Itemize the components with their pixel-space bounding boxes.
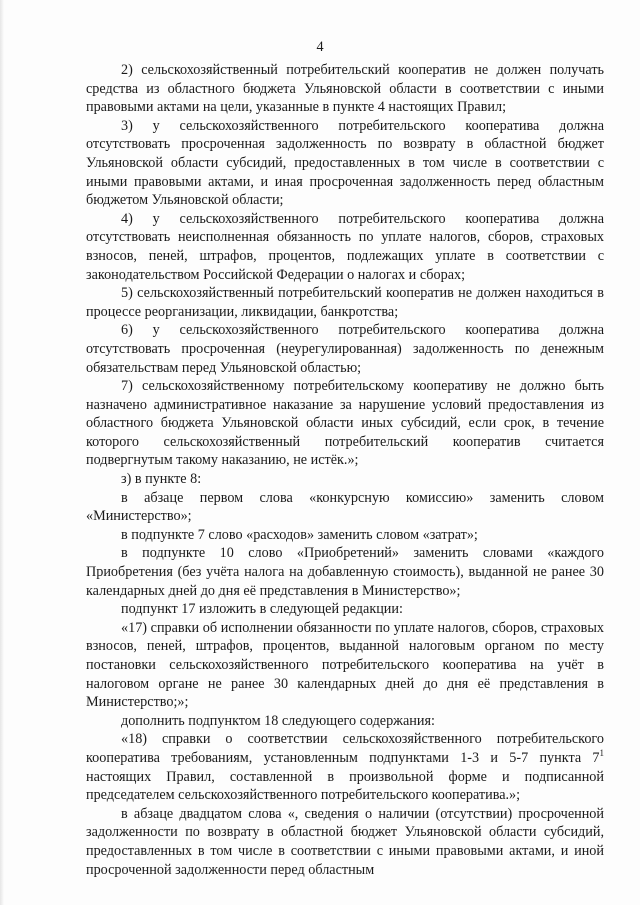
paragraph-subpoint-18-text (86, 730, 604, 804)
paragraph-item-7: 7) сельскохозяйственному потребительскому кооперативу не должно быть назначено административное наказание за нарушение условий предоставления из областного бюджета Ульяновской области иных субсидий, если срок, в течение которого сельскохозяйственный потребительский кооператив считается подвергнутым такому наказанию, не истёк.»; (86, 378, 604, 469)
paragraph-item-4: 4) у сельскохозяйственного потребительского кооператива должна отсутствовать неисполненная обязанность по уплате налогов, сборов, страховых взносов, пеней, штрафов, процентов, подлежащих уплате в соответствии с законодательством Российской Федерации о налогах и сборах; (86, 210, 604, 283)
paragraph-item-5: 5) сельскохозяйственный потребительский кооператив не должен находиться в процессе реорганизации, ликвидации, банкротства; (86, 285, 604, 320)
paragraph-subpoint-7: в подпункте 7 слово «расходов» заменить словом «затрат»; (121, 526, 478, 543)
paragraph-item-3: 3) у сельскохозяйственного потребительского кооператива должна отсутствовать просроченная задолженность по возврату в областной бюджет Ульяновской области субсидий, предоставленных в том числе в соответствии с иными правовыми актами, и иная просроченная задолженность перед областным бюджетом Ульяновской области; (86, 117, 604, 209)
paragraph-point-8-heading: з) в пункте 8: (121, 471, 202, 488)
scan-edge-shadow (0, 0, 4, 905)
paragraph-subpoint-18-head: «18) справки о соответствии сельскохозяйственного потребительского кооператива требованиям, установленным подпунктами 1-3 и 5-7 пункта 7 (86, 731, 604, 766)
paragraph-subpoint-17-text: «17) справки об исполнении обязанности по уплате налогов, сборов, страховых взносов, пеней, штрафов, процентов, выданной налоговым органом по месту постановки сельскохозяйственного потребительского кооператива на учёт в налоговом органе не ранее 30 календарных дней до дня её представления в Министерство;»; (86, 619, 604, 711)
paragraph-item-2: 2) сельскохозяйственный потребительский кооператив не должен получать средства из областного бюджета Ульяновской области в соответствии с иными правовыми актами на цели, указанные в пункте 4 настоящих Правил; (86, 62, 604, 116)
page-number: 4 (316, 39, 324, 55)
paragraph-subpoint-10: в подпункте 10 слово «Приобретений» заменить словами «каждого Приобретения (без учёта налога на добавленную стоимость), выданной не ранее 30 календарных дней до дня её представления в Министерство»; (86, 545, 604, 599)
document-body (86, 61, 604, 879)
paragraph-twentieth-abzac: в абзаце двадцатом слова «, сведения о наличии (отсутствии) просроченной задолженности по возврату в областной бюджет Ульяновской области субсидий, предоставленных в том числе в соответствии с иными правовыми актами, и иной просроченной задолженности перед областным (86, 805, 604, 878)
paragraph-subpoint-17-intro: подпункт 17 изложить в следующей редакции: (121, 601, 403, 618)
superscript-index: 1 (599, 747, 604, 758)
paragraph-item-6: 6) у сельскохозяйственного потребительского кооператива должна отсутствовать просроченная (неурегулированная) задолженность по денежным обязательствам перед Ульяновской областью; (86, 322, 604, 376)
paragraph-subpoint-18-intro: дополнить подпунктом 18 следующего содержания: (121, 712, 435, 729)
paragraph-subpoint-18-tail: настоящих Правил, составленной в произвольной форме и подписанной председателем сельскохозяйственного потребительского кооператива.»; (86, 768, 604, 804)
paragraph-first-abzac: в абзаце первом слова «конкурсную комиссию» заменить словом «Министерство»; (86, 489, 604, 525)
